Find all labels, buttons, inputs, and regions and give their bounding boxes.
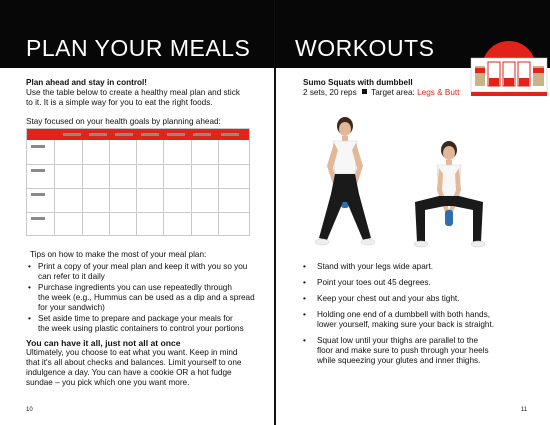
tip-line: the week using plastic containers to control your portions xyxy=(38,324,244,333)
tip-item xyxy=(26,262,261,282)
squat-pose-photo xyxy=(407,140,492,248)
closing-line: indulgence a day. You can have a cookie OR a hot fudge xyxy=(26,368,232,377)
tips-intro: Tips on how to make the most of your meal plan: xyxy=(30,250,207,259)
tip-line: the week (e.g., Hummus can be used as a dip and a spread xyxy=(38,293,255,302)
tip-item xyxy=(26,314,261,334)
left-header-title: PLAN YOUR MEALS xyxy=(26,35,251,61)
exercise-meta xyxy=(303,88,533,98)
exercise-title: Sumo Squats with dumbbell xyxy=(303,78,413,87)
row-placeholder xyxy=(31,145,45,148)
tip-item xyxy=(26,283,261,313)
row-placeholder xyxy=(31,217,45,220)
step-line: lower yourself, making sure your back is straight. xyxy=(317,320,495,329)
row-divider xyxy=(27,188,249,189)
exercise-steps-list xyxy=(301,262,541,372)
header-placeholder xyxy=(193,133,211,136)
closing-heading: You can have it all, just not all at once xyxy=(26,338,181,348)
step-line: floor and make sure to push through your heels xyxy=(317,346,489,355)
column-divider xyxy=(163,140,164,236)
step-item xyxy=(301,262,541,272)
step-line: • Squat low until your thighs are parallel to the xyxy=(317,336,479,345)
tip-line: can refer to it daily xyxy=(38,272,105,281)
step-line: • Keep your chest out and your abs tight. xyxy=(317,294,460,303)
column-divider xyxy=(191,140,192,236)
header-placeholder xyxy=(167,133,185,136)
sets-reps: 2 sets, 20 reps xyxy=(303,88,357,97)
tip-line: • Set aside time to prepare and package your meals for xyxy=(38,314,233,323)
page-number-right: 11 xyxy=(521,407,528,413)
table-caption: Stay focused on your health goals by planning ahead: xyxy=(26,117,221,126)
header-placeholder xyxy=(115,133,133,136)
column-divider xyxy=(54,140,55,236)
target-label: Target area: xyxy=(371,88,415,97)
header-placeholder xyxy=(89,133,107,136)
step-item xyxy=(301,278,541,288)
step-line: • Point your toes out 45 degrees. xyxy=(317,278,431,287)
row-placeholder xyxy=(31,193,45,196)
column-divider xyxy=(136,140,137,236)
right-page xyxy=(275,0,550,425)
closing-line: sundae – you pick which one you want more. xyxy=(26,378,190,387)
step-item xyxy=(301,336,541,366)
meal-plan-table xyxy=(26,128,250,236)
page-number-left: 10 xyxy=(26,407,33,413)
row-divider xyxy=(27,164,249,165)
column-divider xyxy=(109,140,110,236)
closing-line: Ultimately, you choose to eat what you want. Keep in mind xyxy=(26,348,238,357)
square-bullet-icon xyxy=(362,89,367,94)
header-placeholder xyxy=(141,133,159,136)
intro-text-line-2: to it. It is a simple way for you to eat the right foods. xyxy=(26,98,213,107)
row-divider xyxy=(27,212,249,213)
tip-line: • Purchase ingredients you can use repeatedly through xyxy=(38,283,232,292)
intro-heading: Plan ahead and stay in control! xyxy=(26,78,148,87)
tip-line: for your sandwich) xyxy=(38,303,105,312)
target-value: Legs & Butt xyxy=(417,88,460,97)
step-line: • Stand with your legs wide apart. xyxy=(317,262,434,271)
step-item xyxy=(301,310,541,330)
tip-line: • Print a copy of your meal plan and keep it with you so you xyxy=(38,262,248,271)
header-placeholder xyxy=(63,133,81,136)
tips-list xyxy=(26,262,261,335)
step-item xyxy=(301,294,541,304)
step-line: while squeezing your glutes and inner thighs. xyxy=(317,356,481,365)
meal-plan-table-header xyxy=(27,129,249,140)
column-divider xyxy=(218,140,219,236)
left-header-banner xyxy=(0,0,275,68)
row-placeholder xyxy=(31,169,45,172)
intro-text-line-1: Use the table below to create a healthy meal plan and stick xyxy=(26,88,240,97)
column-divider xyxy=(82,140,83,236)
closing-line: that it's all about checks and balances. Limit yourself to one xyxy=(26,358,242,367)
header-placeholder xyxy=(221,133,239,136)
standing-pose-photo xyxy=(305,116,385,248)
right-header-title: WORKOUTS xyxy=(295,35,435,61)
step-line: • Holding one end of a dumbbell with both hands, xyxy=(317,310,490,319)
